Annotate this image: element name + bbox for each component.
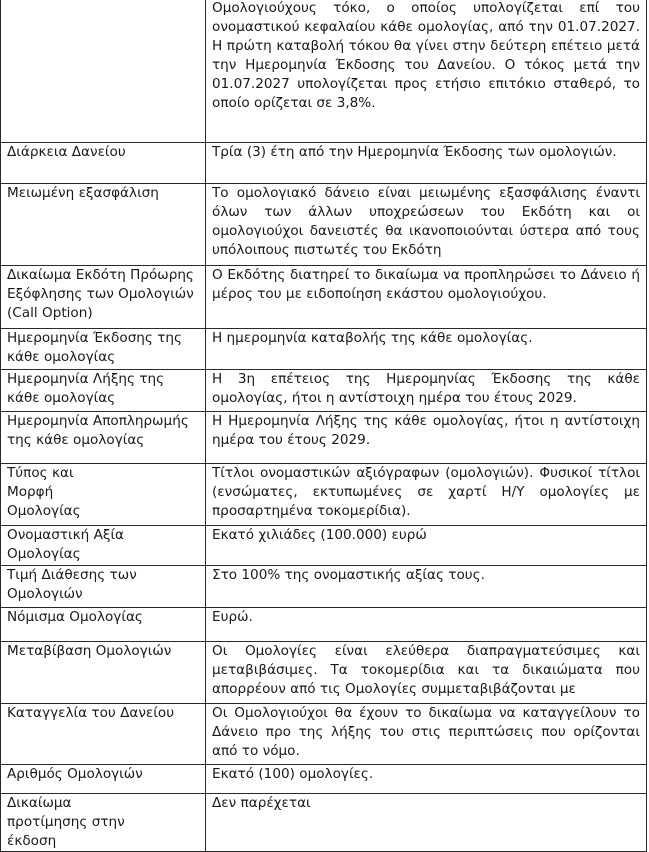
row-label: Μεταβίβαση Ομολογιών [1,642,206,704]
row-label: Διάρκεια Δανείου [1,143,206,184]
table-row [1,184,647,266]
table-row [1,566,647,608]
row-value: Ομολογιούχους τόκο, ο οποίος υπολογίζεται επί του ονομαστικού κεφαλαίου κάθε ομολογίας, από την 01.07.2027. Η πρώτη καταβολή τόκου θα γίνει στην δεύτερη επέτειο μετά την Ημερομηνία Έκδοσης του Δανείου. Ο τόκος μετά την 01.07.2027 υπολογίζεται προς ετήσιο επιτόκιο σταθερό, το οποίο ορίζεται σε 3,8%. [206,0,647,143]
row-value: Ευρώ. [206,608,647,642]
table-row [1,642,647,704]
row-label: Ημερομηνία Έκδοσης της κάθε ομολογίας [1,329,206,370]
row-value: Στο 100% της ονομαστικής αξίας τους. [206,566,647,608]
row-value: Η ημερομηνία καταβολής της κάθε ομολογίας. [206,329,647,370]
table-row [1,266,647,329]
row-value-text: Οι Ομολογίες είναι ελεύθερα διαπραγματεύσιμες και μεταβιβάσιμες. Τα τοκομερίδια και τα δικαιώματα που απορρέουν από τις Ομολογίες συμμεταβιβάζονται με [212,643,640,697]
row-value [206,642,647,704]
row-label: Μειωμένη εξασφάλιση [1,184,206,266]
table-row [1,143,647,184]
row-value: Οι Ομολογιούχοι θα έχουν το δικαίωμα να καταγγείλουν το Δάνειο προ της λήξης του στις περιπτώσεις που ορίζονται από το νόμο. [206,704,647,765]
row-label: Ημερομηνία Αποπληρωμής της κάθε ομολογίας [1,412,206,464]
row-label: Ημερομηνία Λήξης της κάθε ομολογίας [1,370,206,412]
row-label: Δικαίωμα προτίμησης στην έκδοση [1,794,206,852]
row-value: Ο Εκδότης διατηρεί το δικαίωμα να προπληρώσει το Δάνειο ή μέρος του με ειδοποίηση εκάστου ομολογιούχου. [206,266,647,329]
row-label: Νόμισμα Ομολογίας [1,608,206,642]
table-row [1,765,647,794]
row-value: Η Ημερομηνία Λήξης της κάθε ομολογίας, ήτοι η αντίστοιχη ημέρα του έτους 2029. [206,412,647,464]
table-row [1,370,647,412]
table-row [1,704,647,765]
table-row [1,464,647,526]
row-label: Καταγγελία του Δανείου [1,704,206,765]
row-label [1,0,206,143]
table-row [1,794,647,852]
row-value: Η 3η επέτειος της Ημερομηνίας Έκδοσης της κάθε ομολογίας, ήτοι η αντίστοιχη ημέρα του έτους 2029. [206,370,647,412]
row-value: Δεν παρέχεται [206,794,647,852]
row-label: Ονομαστική Αξία Ομολογίας [1,526,206,566]
row-value: Εκατό χιλιάδες (100.000) ευρώ [206,526,647,566]
row-label: Δικαίωμα Εκδότη Πρόωρης Εξόφλησης των Ομολογιών (Call Option) [1,266,206,329]
table-row [1,526,647,566]
row-value: Τρία (3) έτη από την Ημερομηνία Έκδοσης των ομολογιών. [206,143,647,184]
table-row [1,329,647,370]
row-label: Τιμή Διάθεσης των Ομολογιών [1,566,206,608]
table-row [1,0,647,143]
row-label: Τύπος και Μορφή Ομολογίας [1,464,206,526]
row-value: Το ομολογιακό δάνειο είναι μειωμένης εξασφάλισης έναντι όλων των άλλων υποχρεώσεων του Εκδότη και οι ομολογιούχοι δανειστές θα ικανοποιούνται ύστερα από τους υπόλοιπους πιστωτές του Εκδότη [206,184,647,266]
row-value: Τίτλοι ονομαστικών αξιόγραφων (ομολογιών). Φυσικοί τίτλοι (ενσώματες, εκτυπωμένες σε χαρτί Η/Υ ομολογίες με προσαρτημένα τοκομερίδια). [206,464,647,526]
table-row [1,412,647,464]
table-row [1,608,647,642]
row-value: Εκατό (100) ομολογίες. [206,765,647,794]
row-label: Αριθμός Ομολογιών [1,765,206,794]
